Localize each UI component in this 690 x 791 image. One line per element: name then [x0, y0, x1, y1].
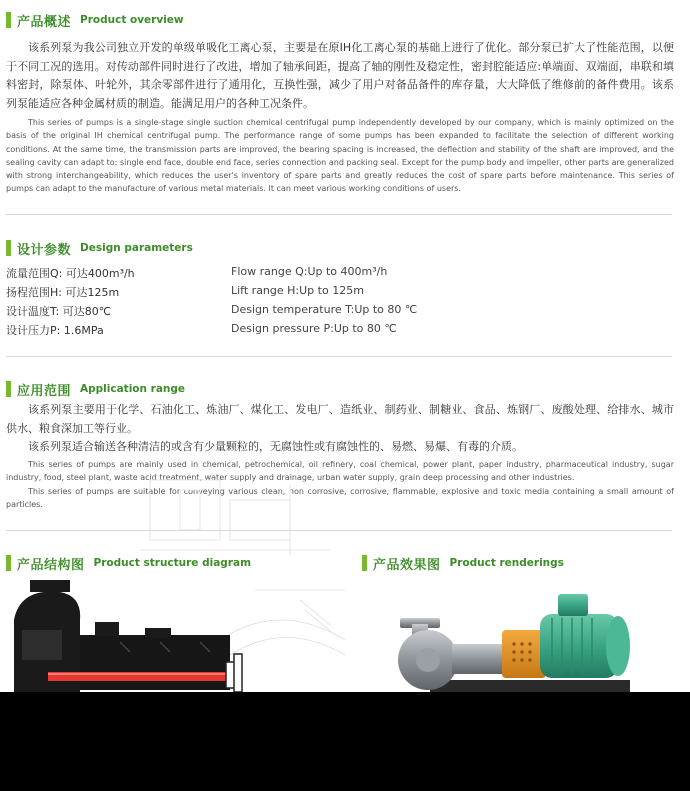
param-flow-en: Flow range Q:Up to 400m³/h	[231, 265, 388, 278]
design-heading	[6, 239, 193, 257]
design-title-cn: 设计参数	[17, 242, 72, 258]
section-divider	[6, 530, 672, 531]
design-title-en: Design parameters	[80, 242, 193, 254]
heading-accent-bar	[6, 240, 11, 256]
application-title-cn: 应用范围	[17, 383, 72, 399]
structure-heading	[6, 554, 251, 572]
section-divider	[6, 356, 672, 357]
param-lift-en: Lift range H:Up to 125m	[231, 284, 364, 297]
bottom-black-bar	[0, 692, 690, 791]
heading-accent-bar	[6, 381, 11, 397]
pump-rendering-image	[390, 588, 640, 692]
application-heading	[6, 380, 185, 398]
section-divider	[6, 214, 672, 215]
param-flow-cn: 流量范围Q: 可达400m³/h	[6, 267, 135, 280]
renderings-title-en: Product renderings	[449, 557, 564, 569]
param-lift-cn: 扬程范围H: 可达125m	[6, 286, 120, 299]
param-temperature-cn: 设计温度T: 可达80℃	[6, 305, 112, 318]
application-paragraph-en-1: This series of pumps are mainly used in chemical, petrochemical, oil refinery, coal chemical, power plant, paper industry, pharmaceutical industry, sugar industry, food, steel plant, waste acid treatment, water supply and drainage, urban water supply, grain deep processing and other industries.	[6, 460, 674, 483]
structure-title-en: Product structure diagram	[93, 557, 252, 569]
overview-paragraph-en: This series of pumps is a single-stage single suction chemical centrifugal pump independently developed by our company, which is mainly optimized on the basis of the original IH chemical centrifugal pump. The performance range of some pumps has been expanded to facilitate the selection of different working conditions. At the same time, the transmission parts are improved, the bearing spacing is increased, the deflection and stability of the shaft are improved, and the sealing cavity can adapt to: single end face, double end face, series connection and packing seal. Except for the pump body and impeller, other parts are generalized with strong interchangeability, which reduces the user's inventory of spare parts and greatly reduces the cost of spare parts before maintenance. This series of pumps can adapt to the manufacture of various metal materials. It can meet various working conditions of users.	[6, 118, 674, 194]
application-paragraph-cn-2: 该系列泵适合输送各种清洁的或含有少量颗粒的，无腐蚀性或有腐蚀性的、易燃、易爆、有毒的介质。	[28, 440, 523, 453]
overview-title-en: Product overview	[80, 14, 184, 26]
heading-accent-bar	[362, 555, 367, 571]
application-paragraph-en-2: This series of pumps are suitable for conveying various clean, non corrosive, corrosive, flammable, explosive and toxic media containing a small amount of particles.	[6, 487, 674, 510]
heading-accent-bar	[6, 12, 11, 28]
renderings-heading	[362, 554, 564, 572]
renderings-title-cn: 产品效果图	[373, 557, 441, 573]
application-title-en: Application range	[80, 383, 186, 395]
overview-heading	[6, 11, 184, 29]
pump-structure-diagram	[0, 580, 350, 692]
drawing-watermark	[140, 470, 330, 560]
param-temperature-en: Design temperature T:Up to 80 ℃	[231, 303, 418, 316]
overview-paragraph-cn: 该系列泵为我公司独立开发的单级单吸化工离心泵，主要是在原IH化工离心泵的基础上进行了优化。部分泵已扩大了性能范围，以便于不同工况的选用。对传动部件同时进行了改进，增加了轴承间距，提高了轴的刚性及稳定性，密封腔能适应:单端面、双端面，串联和填料密封，除泵体、叶轮外，其余零部件进行了通用化，互换性强，减少了用户对备品备件的库存量，大大降低了维修前的备件费用。该系列泵能适应各种金属材质的制造。能满足用户的各种工况条件。	[6, 41, 674, 110]
structure-title-cn: 产品结构图	[17, 557, 85, 573]
overview-title-cn: 产品概述	[17, 14, 72, 30]
heading-accent-bar	[6, 555, 11, 571]
application-paragraph-cn-1: 该系列泵主要用于化学、石油化工、炼油厂、煤化工、发电厂、造纸业、制药业、制糖业、食品、炼钢厂、废酸处理、给排水、城市供水、粮食深加工等行业。	[6, 403, 674, 435]
param-pressure-cn: 设计压力P: 1.6MPa	[6, 324, 104, 337]
param-pressure-en: Design pressure P:Up to 80 ℃	[231, 322, 397, 335]
